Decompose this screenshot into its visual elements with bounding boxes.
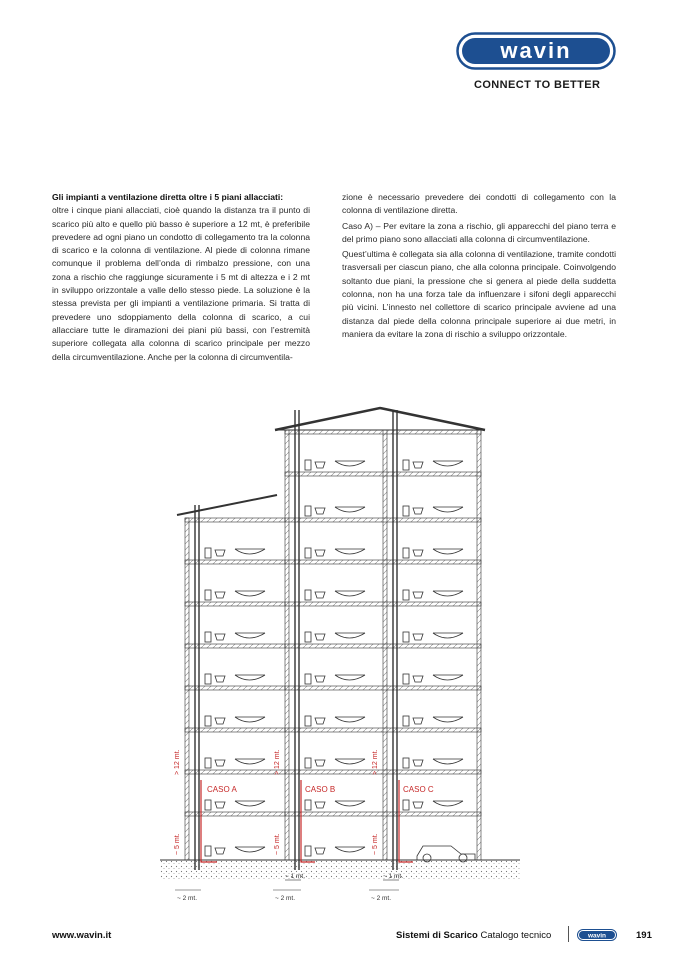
roof-left bbox=[177, 495, 277, 515]
article-column-1 bbox=[52, 191, 310, 366]
case-b-label: CASO B bbox=[305, 785, 336, 794]
building-section-drawing bbox=[155, 400, 525, 910]
height-label-c: > 12 mt. bbox=[372, 749, 379, 775]
roof-right bbox=[275, 408, 485, 430]
case-a-label: CASO A bbox=[207, 785, 237, 794]
footer-url[interactable]: www.wavin.it bbox=[52, 930, 112, 941]
wavin-logo bbox=[456, 32, 616, 70]
ground-soil bbox=[160, 860, 520, 880]
zone-height-label-b: ~ 5 mt. bbox=[274, 833, 281, 855]
horizontal-label-b: ~ 2 mt. bbox=[275, 895, 296, 902]
zone-height-label-a: ~ 5 mt. bbox=[174, 833, 181, 855]
footer-title bbox=[396, 930, 551, 941]
horizontal-label-c: ~ 2 mt. bbox=[371, 895, 392, 902]
article-col2-p1: zione è necessario prevedere dei condotti di collegamento con la colonna di ventilazione diretta. bbox=[342, 192, 616, 216]
footer-logo-text: wavin bbox=[587, 932, 607, 940]
horizontal-label-a: ~ 2 mt. bbox=[177, 895, 198, 902]
article-lead: Gli impianti a ventilazione diretta oltre i 5 piani allacciati: bbox=[52, 192, 284, 202]
case-c-label: CASO C bbox=[403, 785, 434, 794]
height-label-a: > 12 mt. bbox=[174, 749, 181, 775]
zone-height-label-c: ~ 5 mt. bbox=[372, 833, 379, 855]
distance-label-c: ~ 1 mt. bbox=[383, 873, 404, 880]
brand-tagline: CONNECT TO BETTER bbox=[474, 79, 601, 91]
article-col2-p3: Quest’ultima è collegata sia alla colonna di ventilazione, tramite condotti trasversali per ciascun piano, che alla colonna principale. Coinvolgendo soltanto due piani, la pressione che si genera al piede della suddetta colonna, non ha una forza tale da influenzare i sifoni degli apparecchi più vicini. L’innesto nel collettore di scarico principale avviene ad una distanza dal piede della colonna principale superiore ai due metri, in maniera da evitare la zona di rischio a sviluppo orizzontale. bbox=[342, 249, 616, 339]
distance-label-b: ~ 1 mt. bbox=[285, 873, 306, 880]
floor-slabs bbox=[185, 430, 481, 816]
height-label-b: > 12 mt. bbox=[274, 749, 281, 775]
page-number: 191 bbox=[636, 930, 652, 941]
drain-stacks bbox=[195, 410, 397, 870]
article-col2-p2: Caso A) – Per evitare la zona a rischio, gli apparecchi del piano terra e del primo piano sono allacciati alla colonna di circumventilazione. bbox=[342, 220, 616, 244]
footer-wavin-logo bbox=[577, 929, 617, 941]
article-col1-body: oltre i cinque piani allacciati, cioè quando la distanza tra il punto di scarico più alto e quello più basso è superiore a 12 mt, è preferibile prevedere ad ogni piano un condotto di collegamento tra la colonna di scarico e la colonna di ventilazione. Al piede di colonna rimane comunque il problema dell’onda di rimbalzo pressione, con una zona a rischio che raggiunge sicuramente i 5 mt di altezza e i 2 mt in sviluppo orizzontale a valle dello stesso piede. La soluzione è la stessa prevista per gli impianti a ventilazione primaria. Si tratta di prevedere uno sdoppiamento della colonna di scarico, a cui allacciare tutte le diramazioni dei piani più bassi, con l’estremità superiore collegata alla colonna di scarico principale per mezzo della circumventilazione. Anche per la colonna di circumventila- bbox=[52, 205, 310, 362]
wavin-logo-text: wavin bbox=[500, 38, 572, 63]
footer-divider bbox=[568, 926, 569, 942]
article-column-2 bbox=[342, 191, 616, 343]
footer-title-rest: Catalogo tecnico bbox=[477, 930, 552, 941]
footer-title-bold: Sistemi di Scarico bbox=[396, 930, 478, 941]
